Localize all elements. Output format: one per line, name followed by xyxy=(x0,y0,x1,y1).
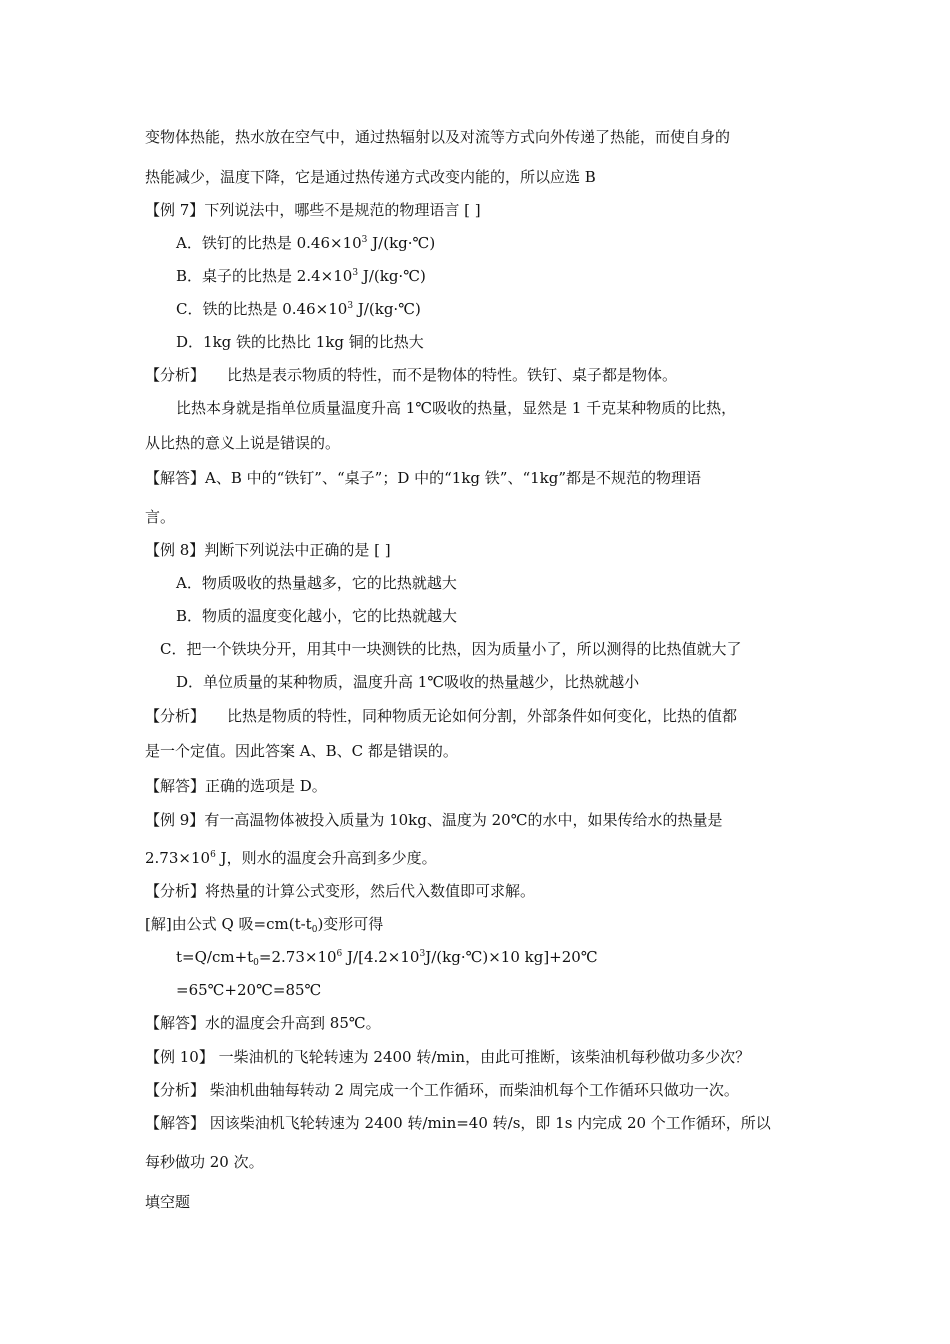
question-text: 下列说法中，哪些不是规范的物理语言 [ ] xyxy=(204,201,481,219)
analysis-line-2: 是一个定值。因此答案 A、B、C 都是错误的。 xyxy=(145,742,458,760)
example-8-question xyxy=(145,540,391,560)
example-tag: 【例 8】 xyxy=(145,541,205,559)
option-b xyxy=(176,266,426,286)
question-text: 判断下列说法中正确的是 [ ] xyxy=(204,541,391,559)
exponent: 6 xyxy=(336,949,343,959)
example-7-question xyxy=(145,200,481,220)
answer-text: 水的温度会升高到 85℃。 xyxy=(205,1014,381,1032)
example-9-answer xyxy=(145,1013,381,1033)
analysis-tag: 【分析】 xyxy=(145,366,206,384)
answer-tag: 【解答】 xyxy=(145,1014,206,1032)
answer-tag: 【解答】 xyxy=(145,469,206,487)
exponent: 3 xyxy=(419,949,426,959)
formula: t=Q/cm+t xyxy=(176,948,254,966)
answer-line-2: 言。 xyxy=(145,508,176,526)
option-unit: J/(kg·℃) xyxy=(358,267,426,285)
option-b: B．物质的温度变化越小，它的比热就越大 xyxy=(176,607,458,625)
analysis-tag: 【分析】 xyxy=(145,882,206,900)
example-10-answer xyxy=(145,1113,771,1133)
analysis-text: 柴油机曲轴每转动 2 周完成一个工作循环，而柴油机每个工作循环只做功一次。 xyxy=(205,1081,739,1099)
exponent: 3 xyxy=(361,235,368,245)
analysis-line-3: 从比热的意义上说是错误的。 xyxy=(145,434,341,452)
analysis-text: 比热是表示物质的特性，而不是物体的特性。铁钉、桌子都是物体。 xyxy=(227,366,678,384)
formula: J/[4.2×10 xyxy=(342,948,420,966)
analysis-tag: 【分析】 xyxy=(145,707,206,725)
option-a xyxy=(176,233,435,253)
analysis-text: 比热是物质的特性，同种物质无论如何分割，外部条件如何变化，比热的值都 xyxy=(227,707,738,725)
analysis-tag: 【分析】 xyxy=(145,1081,206,1099)
subscript: 0 xyxy=(253,958,259,968)
option-text: B．桌子的比热是 2.4×10 xyxy=(176,267,353,285)
analysis-text: 将热量的计算公式变形，然后代入数值即可求解。 xyxy=(205,882,536,900)
subscript: 0 xyxy=(311,925,318,935)
section-heading: 填空题 xyxy=(145,1193,191,1211)
example-9-question xyxy=(145,810,723,830)
answer-tag: 【解答】 xyxy=(145,1114,206,1132)
solution-line xyxy=(145,914,383,934)
option-text: C．铁的比热是 0.46×10 xyxy=(176,300,348,318)
option-c: C．把一个铁块分开，用其中一块测铁的比热，因为质量小了，所以测得的比热值就大了 xyxy=(160,640,742,658)
intro-line-2: 热能减少，温度下降，它是通过热传递方式改变内能的，所以应选 B xyxy=(145,168,596,186)
option-unit: J/(kg·℃) xyxy=(353,300,421,318)
example-10-question xyxy=(145,1047,750,1067)
example-tag: 【例 9】 xyxy=(145,811,205,829)
answer-tag: 【解答】 xyxy=(145,777,206,795)
exponent: 3 xyxy=(352,268,359,278)
solution-text: )变形可得 xyxy=(317,915,384,933)
calc-line-2: =65℃+20℃=85℃ xyxy=(176,981,322,999)
question-text: J，则水的温度会升高到多少度。 xyxy=(215,849,437,867)
solution-text: [解]由公式 Q 吸=cm(t-t xyxy=(145,915,312,933)
example-7-answer xyxy=(145,468,701,488)
example-tag: 【例 10】 xyxy=(145,1048,214,1066)
value: 2.73×10 xyxy=(145,849,211,867)
formula: =2.73×10 xyxy=(258,948,337,966)
option-a: A．物质吸收的热量越多，它的比热就越大 xyxy=(176,574,457,592)
answer-text: A、B 中的“铁钉”、“桌子”；D 中的“1kg 铁”、“1kg”都是不规范的物理语 xyxy=(205,469,702,487)
example-10-analysis xyxy=(145,1080,739,1100)
answer-text: 正确的选项是 D。 xyxy=(205,777,327,795)
example-9-analysis xyxy=(145,881,535,901)
example-7-analysis xyxy=(145,365,677,385)
example-8-analysis xyxy=(145,706,737,726)
calc-line-1 xyxy=(176,947,598,967)
example-tag: 【例 7】 xyxy=(145,201,205,219)
option-d: D．1kg 铁的比热比 1kg 铜的比热大 xyxy=(176,333,424,351)
analysis-line-2: 比热本身就是指单位质量温度升高 1℃吸收的热量，显然是 1 千克某种物质的比热， xyxy=(176,399,737,417)
question-line-2 xyxy=(145,848,437,868)
option-text: A．铁钉的比热是 0.46×10 xyxy=(176,234,362,252)
question-text: 一柴油机的飞轮转速为 2400 转/min，由此可推断，该柴油机每秒做功多少次？ xyxy=(213,1048,751,1066)
intro-line-1: 变物体热能，热水放在空气中，通过热辐射以及对流等方式向外传递了热能，而使自身的 xyxy=(145,128,731,146)
option-d: D．单位质量的某种物质，温度升高 1℃吸收的热量越少，比热就越小 xyxy=(176,673,640,691)
example-8-answer xyxy=(145,776,327,796)
formula: J/(kg·℃)×10 kg]+20℃ xyxy=(425,948,598,966)
option-c xyxy=(176,299,421,319)
exponent: 3 xyxy=(347,301,354,311)
answer-text: 因该柴油机飞轮转速为 2400 转/min=40 转/s，即 1s 内完成 20 个工作循环，所以 xyxy=(205,1114,771,1132)
exponent: 6 xyxy=(210,850,216,860)
answer-line-2: 每秒做功 20 次。 xyxy=(145,1153,264,1171)
question-text: 有一高温物体被投入质量为 10kg、温度为 20℃的水中，如果传给水的热量是 xyxy=(204,811,723,829)
option-unit: J/(kg·℃) xyxy=(367,234,436,252)
